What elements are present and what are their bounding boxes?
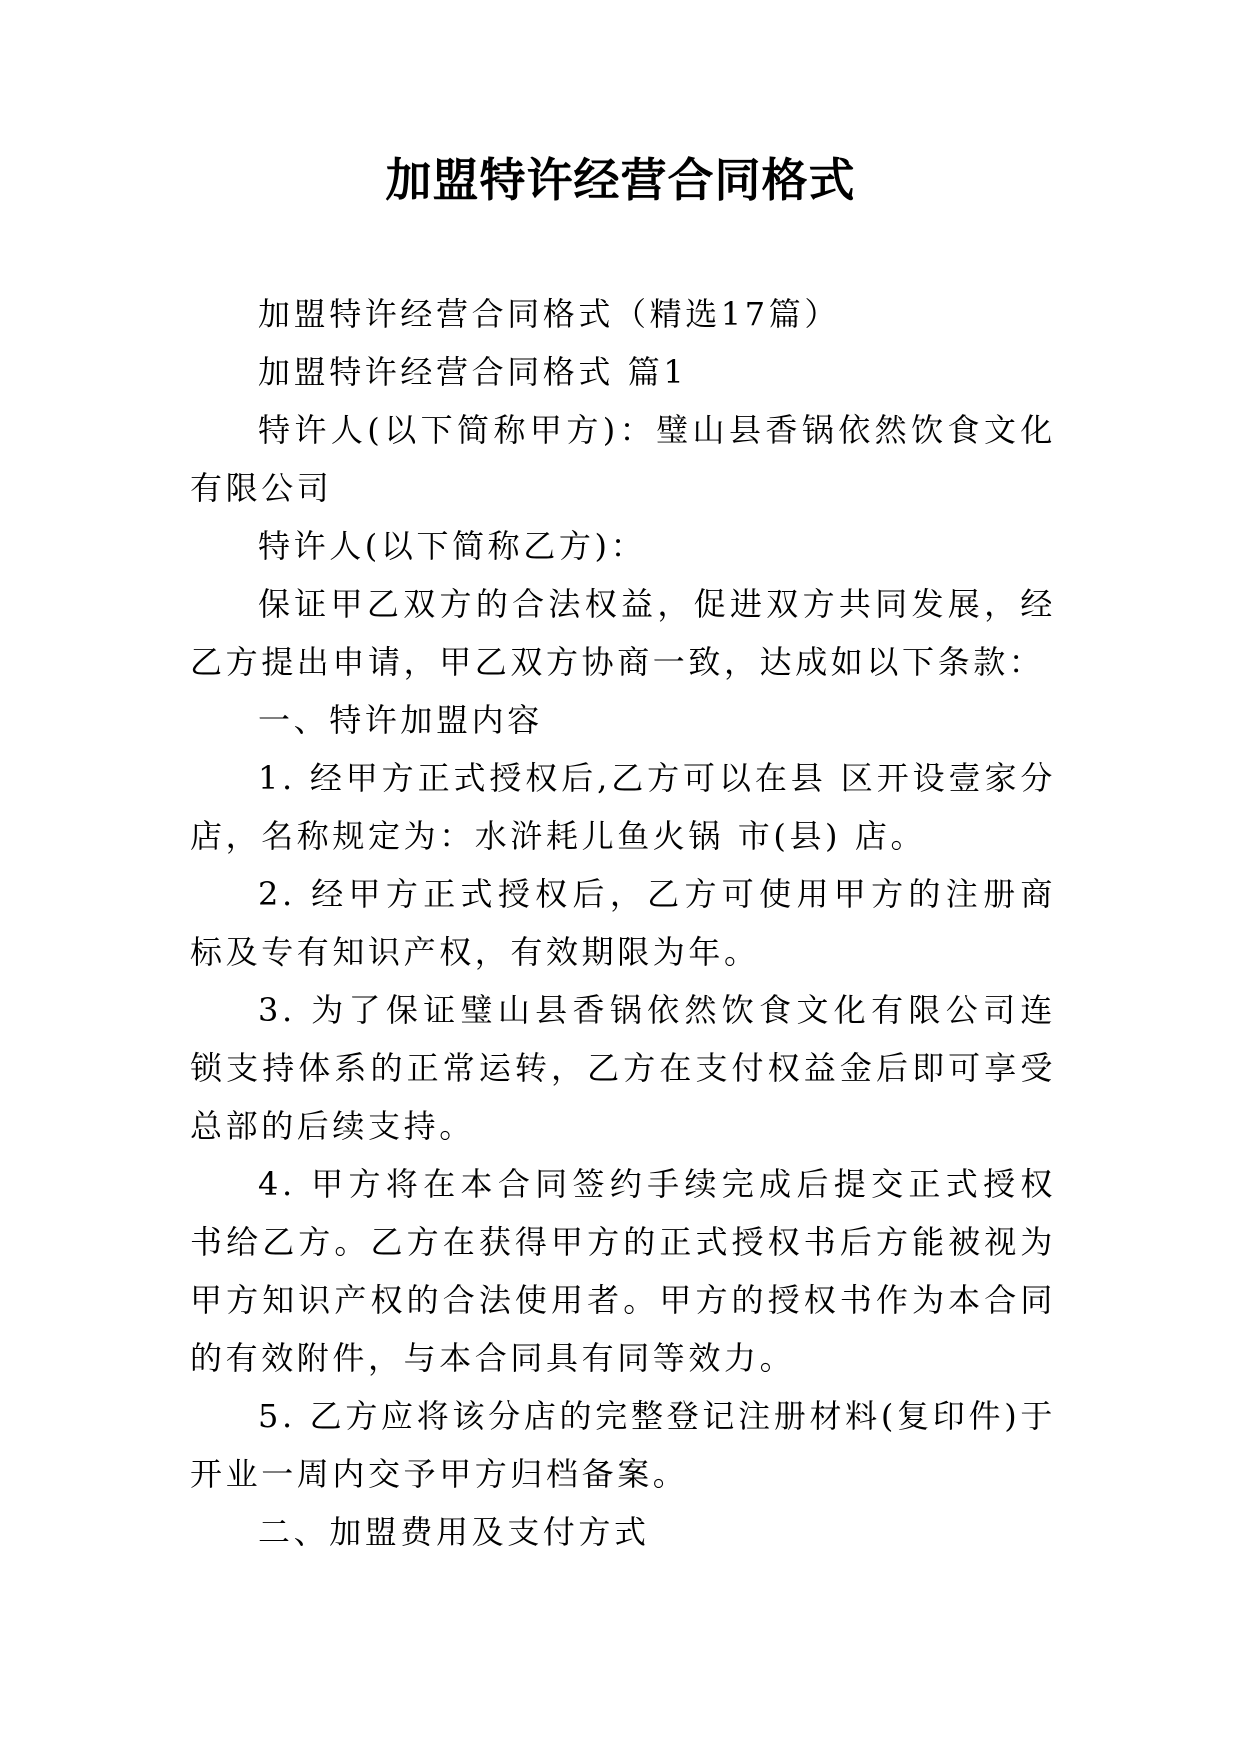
clause-2: 2. 经甲方正式授权后，乙方可使用甲方的注册商标及专有知识产权，有效期限为年。 xyxy=(190,875,1056,971)
clause-5: 5. 乙方应将该分店的完整登记注册材料(复印件)于开业一周内交予甲方归档备案。 xyxy=(190,1397,1056,1493)
paragraph-party-a: 特许人(以下简称甲方)：璧山县香锅依然饮食文化有限公司 xyxy=(190,411,1056,507)
paragraph-party-b: 特许人(以下简称乙方)： xyxy=(258,527,647,565)
document-body xyxy=(190,285,1056,1561)
clause-4: 4. 甲方将在本合同签约手续完成后提交正式授权书给乙方。乙方在获得甲方的正式授权书后方能被视为甲方知识产权的合法使用者。甲方的授权书作为本合同的有效附件，与本合同具有同等效力。 xyxy=(190,1165,1056,1377)
paragraph-article-heading: 加盟特许经营合同格式 篇1 xyxy=(258,353,688,391)
clause-3: 3. 为了保证璧山县香锅依然饮食文化有限公司连锁支持体系的正常运转，乙方在支付权益金后即可享受总部的后续支持。 xyxy=(190,991,1056,1145)
paragraph-heading-selection: 加盟特许经营合同格式（精选17篇） xyxy=(258,295,840,333)
section-heading-fees: 二、加盟费用及支付方式 xyxy=(258,1513,650,1551)
section-heading-content: 一、特许加盟内容 xyxy=(258,701,543,739)
clause-1: 1. 经甲方正式授权后,乙方可以在县 区开设壹家分店，名称规定为：水浒耗儿鱼火锅 市(县) 店。 xyxy=(190,759,1056,855)
document-title: 加盟特许经营合同格式 xyxy=(385,153,856,207)
paragraph-preamble: 保证甲乙双方的合法权益，促进双方共同发展，经乙方提出申请，甲乙双方协商一致，达成如以下条款： xyxy=(190,585,1056,681)
